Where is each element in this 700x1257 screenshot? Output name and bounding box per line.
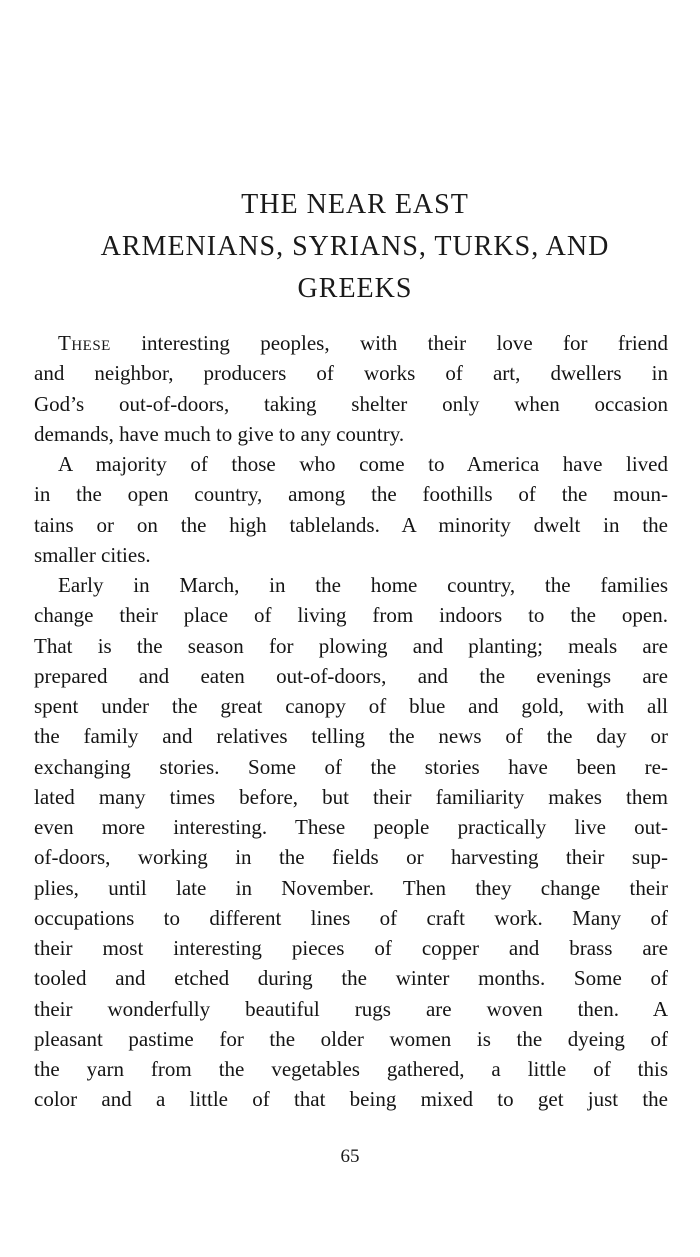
paragraph-2-line-2: in the open country, among the foothills of the moun- <box>34 482 668 507</box>
chapter-title <box>30 184 680 310</box>
body-text <box>34 328 668 1115</box>
paragraph-3-line-15: their wonderfully beautiful rugs are woven then. A <box>34 996 668 1021</box>
chapter-title-line-1: THE NEAR EAST <box>241 189 469 220</box>
paragraph-3-line-11: plies, until late in November. Then they change their <box>34 875 668 900</box>
paragraph-3-line-1: Early in March, in the home country, the families <box>58 573 668 597</box>
paragraph-3-line-18: color and a little of that being mixed to get just the <box>34 1087 668 1112</box>
paragraph-2-line-4: smaller cities. <box>34 542 151 567</box>
paragraph-lead-word: These <box>58 331 111 355</box>
paragraph-3-line-8: lated many times before, but their familiarity makes them <box>34 784 668 809</box>
paragraph-1-line-2: and neighbor, producers of works of art, dwellers in <box>34 361 668 386</box>
chapter-title-line-2: ARMENIANS, SYRIANS, TURKS, AND <box>100 231 610 262</box>
paragraph-3-line-6: the family and relatives telling the news of the day or <box>34 724 668 749</box>
paragraph-2-line-1: A majority of those who come to America have lived <box>58 452 668 476</box>
paragraph-2-line-3: tains or on the high tablelands. A minority dwelt in the <box>34 512 668 537</box>
paragraph-3-line-13: their most interesting pieces of copper and brass are <box>34 936 668 960</box>
paragraph-1-line-1: These interesting peoples, with their love for friend <box>58 331 668 355</box>
paragraph-3-line-3: That is the season for plowing and planting; meals are <box>34 633 668 658</box>
page-number: 65 <box>340 1146 360 1167</box>
paragraph-3-line-2: change their place of living from indoors to the open. <box>34 603 668 628</box>
paragraph-3-line-14: tooled and etched during the winter months. Some of <box>34 966 668 991</box>
paragraph-3-line-7: exchanging stories. Some of the stories have been re- <box>34 754 668 779</box>
paragraph-3-line-12: occupations to different lines of craft work. Many of <box>34 905 668 930</box>
paragraph-3-line-5: spent under the great canopy of blue and gold, with all <box>34 694 668 718</box>
paragraph-3-line-17: the yarn from the vegetables gathered, a little of this <box>34 1057 668 1081</box>
paragraph-3-line-9: even more interesting. These people practically live out- <box>34 815 668 839</box>
paragraph-3-line-16: pleasant pastime for the older women is the dyeing of <box>34 1026 668 1051</box>
paragraph-3-line-4: prepared and eaten out-of-doors, and the evenings are <box>34 663 668 688</box>
chapter-title-line-3: GREEKS <box>297 273 413 304</box>
paragraph-3-line-10: of-doors, working in the fields or harvesting their sup- <box>34 845 668 870</box>
paragraph-1-line-4: demands, have much to give to any country. <box>34 421 405 446</box>
paragraph-1-line-3: God’s out-of-doors, taking shelter only when occasion <box>34 391 668 416</box>
